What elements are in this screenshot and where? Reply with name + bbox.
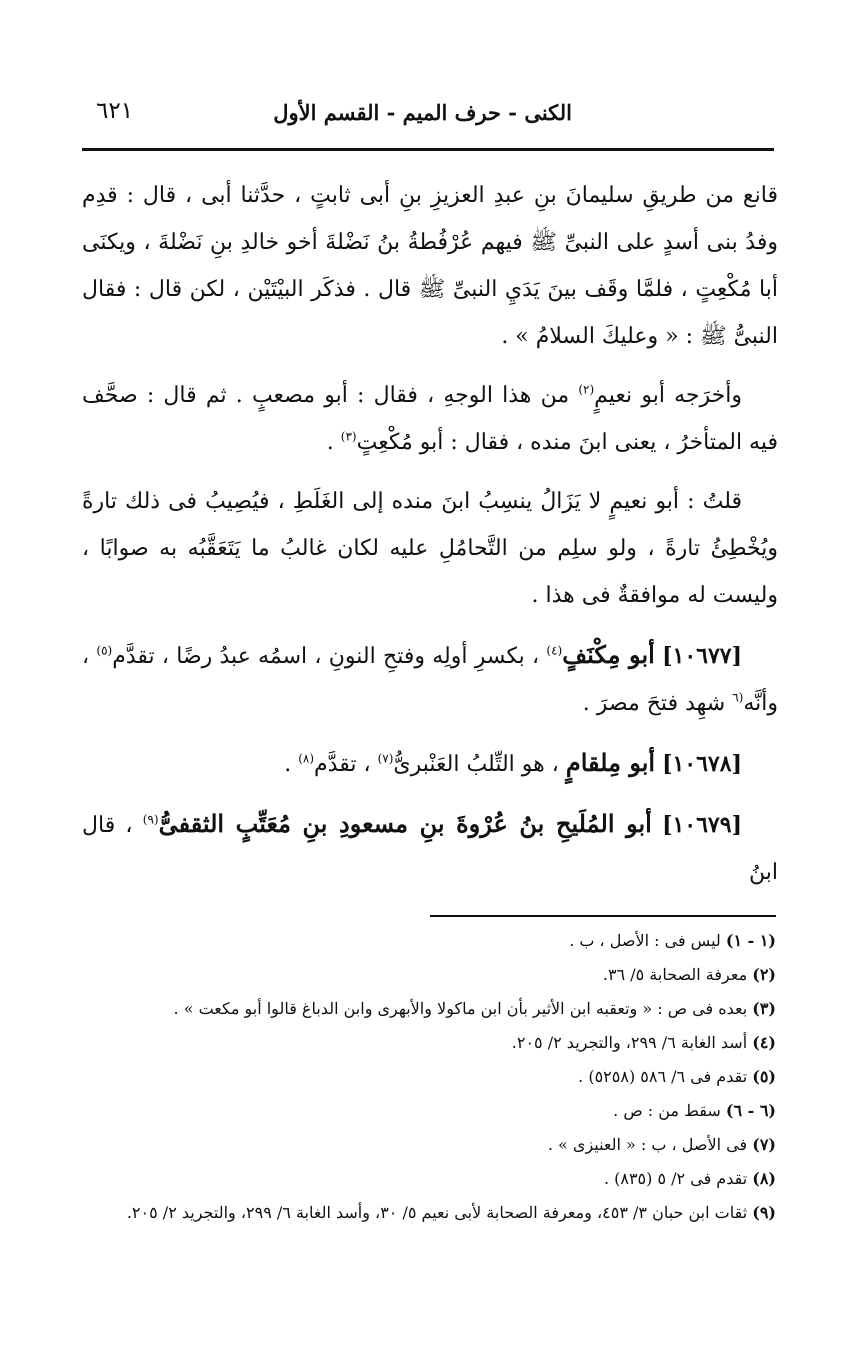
running-title: الكنى - حرف الميم - القسم الأول — [273, 100, 572, 125]
footnotes-rule — [430, 915, 776, 917]
paragraph-3: قلتُ : أبو نعيمٍ لا يَزَالُ ينسِبُ ابنَ منده إلى الغَلَطِ ، فيُصِيبُ فى ذلك تارةً ويُخْطِئُ تارةً ، ولو سلِم من التَّحامُلِ عليه لكان غالبُ ما يَتَعَقَّبُه به صوابًا ، وليست له موافقةٌ فى هذا . — [82, 489, 778, 608]
footnote-6: (٦ - ٦) سقط من : ص . — [613, 1101, 776, 1120]
entry-heading: أبو مِكْنَفٍ — [562, 640, 655, 669]
footnote-ref: (٣) — [340, 429, 357, 444]
footnote-7: (٧) فى الأصل ، ب : « العنيزى » . — [547, 1135, 776, 1154]
entry-number: [١٠٦٧٨] — [662, 751, 742, 777]
footnote-ref: (٢) — [578, 382, 595, 397]
footnote-ref: (٧) — [377, 751, 394, 766]
entry-10677: [١٠٦٧٧] أبو مِكْنَفٍ$^{(٤)}$ ، بكسرِ أولِه وفتحِ النونِ ، اسمُه عبدُ رضًا ، تقدَّم$^{(٥)}$ ، وأنَّه$^{(٦}$ شهِد فتحَ مصرَ . — [82, 640, 778, 716]
footnote-ref: (٥) — [96, 643, 113, 658]
footnote-9: (٩) ثقات ابن حبان ٣/ ٤٥٣، ومعرفة الصحابة لأبى نعيم ٥/ ٣٠، وأسد الغابة ٦/ ٢٩٩، والتجريد ٢/ ٢٠٥. — [126, 1203, 776, 1222]
footnote-ref: (٤) — [546, 643, 563, 658]
page-number: ٦٢١ — [96, 98, 134, 124]
footnote-2: (٢) معرفة الصحابة ٥/ ٣٦. — [602, 965, 776, 984]
footnote-ref: (٨) — [298, 751, 315, 766]
paragraph-2: وأخرَجه أبو نعيمٍ$^{(٢)}$ من هذا الوجهِ ، فقال : أبو مصعبٍ . ثم قال : صحَّف فيه المتأخرُ ، يعنى ابنَ منده ، فقال : أبو مُكْعِتٍ$^{(٣)}$ . — [82, 382, 778, 455]
paragraph-1: قانع من طريقِ سليمانَ بنِ عبدِ العزيزِ بنِ أبى ثابتٍ ، حدَّثنا أبى ، قال : قدِم وفدُ بنى أسدٍ على النبىِّ ﷺ فيهم عُرْفُطةُ بنُ نَضْلةَ أخو خالدِ بنِ نَضْلةَ ، ويكنَى أبا مُكْعِتٍ ، فلمَّا وقَف بينَ يَدَيِ النبىِّ ﷺ قال . فذكَر البيْتَيْن ، لكن قال : فقال النبىُّ ﷺ : « وعليكَ السلامُ » . — [82, 183, 778, 349]
entry-10678: [١٠٦٧٨] أبو مِلقامٍ ، هو التِّلبُ العَنْبرىُّ$^{(٧)}$ ، تقدَّم$^{(٨)}$ . — [284, 748, 742, 777]
entry-number: [١٠٦٧٧] — [662, 643, 743, 669]
footnote-ref: (٦ — [732, 690, 744, 705]
footnote-5: (٥) تقدم فى ٦/ ٥٨٦ (٥٢٥٨) . — [578, 1067, 776, 1086]
footnote-3: (٣) بعده فى ص : « وتعقبه ابن الأثير بأن ابن ماكولا والأبهرى وابن الدباغ قالوا أبو مكعت » . — [173, 999, 776, 1018]
entry-10679: [١٠٦٧٩] أبو المُلَيحِ بنُ عُرْوةَ بنِ مسعودِ بنِ مُعَتِّبٍ الثقفىُّ$^{(٩)}$ ، قال ابنُ — [82, 809, 778, 885]
page-header — [82, 98, 772, 144]
entry-number: [١٠٦٧٩] — [662, 812, 742, 838]
entry-heading: أبو مِلقامٍ — [565, 748, 656, 777]
entry-heading: أبو المُلَيحِ بنُ عُرْوةَ بنِ مسعودِ بنِ مُعَتِّبٍ الثقفىُّ — [158, 809, 652, 838]
footnote-1: (١ - ١) ليس فى : الأصل ، ب . — [569, 931, 776, 950]
main-text — [82, 172, 778, 908]
header-rule — [82, 148, 774, 151]
footnote-4: (٤) أسد الغابة ٦/ ٢٩٩، والتجريد ٢/ ٢٠٥. — [511, 1033, 776, 1052]
footnotes — [60, 924, 776, 1230]
footnote-ref: (٩) — [142, 812, 159, 827]
footnote-8: (٨) تقدم فى ٢/ ٥ (٨٣٥) . — [603, 1169, 776, 1188]
